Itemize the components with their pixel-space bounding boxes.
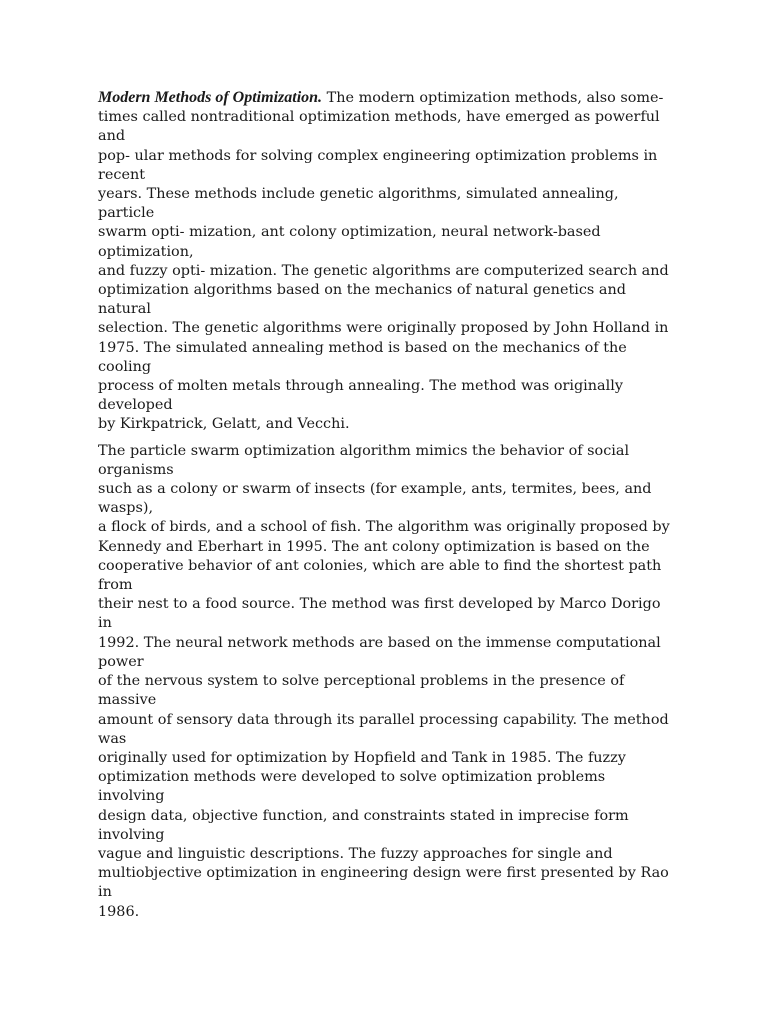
- section-heading: Modern Methods of Optimization.: [98, 89, 323, 106]
- document-page: [98, 88, 670, 929]
- paragraph-2: The particle swarm optimization algorithm mimics the behavior of social organisms such as a colony or swarm of insects (for example, ants, termites, bees, and wasps), a flock of birds, and a school of fish. The algorithm was originally proposed by Kennedy and Eberhart in 1995. The ant colony optimization is based on the cooperative behavior of ant colonies, which are able to find the shortest path from their nest to a food source. The method was first developed by Marco Dorigo in 1992. The neural network methods are based on the immense computational power of the nervous system to solve perceptional problems in the presence of massive amount of sensory data through its parallel processing capability. The method was originally used for optimization by Hopfield and Tank in 1985. The fuzzy optimization methods were developed to solve optimization problems involving design data, objective function, and constraints stated in imprecise form involving vague and linguistic descriptions. The fuzzy approaches for single and multiobjective optimization in engineering design were first presented by Rao in 1986.: [98, 442, 670, 920]
- paragraph-1-body: The modern optimization methods, also some- times called nontraditional optimization methods, have emerged as powerful and pop- ular methods for solving complex engineering optimization problems in recent years. These methods include genetic algorithms, simulated annealing, particle swarm opti- mization, ant colony optimization, neural network-based optimization, and fuzzy opti- mization. The genetic algorithms are computerized search and optimization algorithms based on the mechanics of natural genetics and natural selection. The genetic algorithms were originally proposed by John Holland in 1975. The simulated annealing method is based on the mechanics of the cooling process of molten metals through annealing. The method was originally developed by Kirkpatrick, Gelatt, and Vecchi.: [98, 90, 669, 433]
- paragraph-1: [98, 88, 670, 435]
